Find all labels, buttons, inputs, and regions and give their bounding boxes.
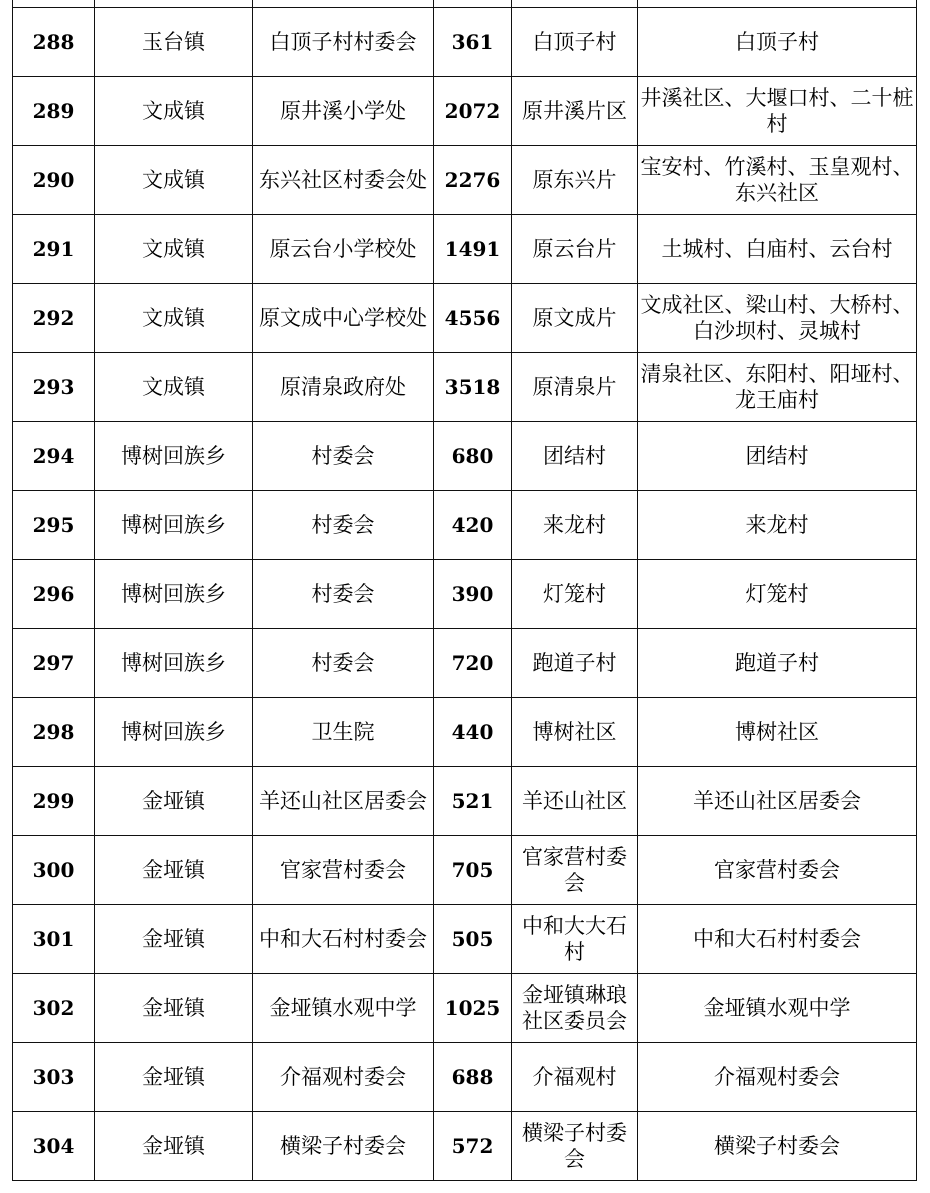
area-cell: 介福观村 xyxy=(512,1043,638,1112)
row-number-cell: 298 xyxy=(13,698,95,767)
edge-cell xyxy=(95,0,253,8)
area-cell: 原井溪片区 xyxy=(512,77,638,146)
scope-cell: 土城村、白庙村、云台村 xyxy=(638,215,917,284)
town-cell: 博树回族乡 xyxy=(95,629,253,698)
count-cell: 680 xyxy=(434,422,512,491)
town-cell: 金垭镇 xyxy=(95,1112,253,1181)
table-body xyxy=(13,0,917,1181)
table-row xyxy=(13,836,917,905)
scope-cell: 来龙村 xyxy=(638,491,917,560)
scope-cell: 灯笼村 xyxy=(638,560,917,629)
count-cell: 361 xyxy=(434,8,512,77)
location-cell: 横梁子村委会 xyxy=(253,1112,434,1181)
scope-cell: 羊还山社区居委会 xyxy=(638,767,917,836)
table-row xyxy=(13,422,917,491)
town-cell: 博树回族乡 xyxy=(95,560,253,629)
location-cell: 介福观村委会 xyxy=(253,1043,434,1112)
location-cell: 卫生院 xyxy=(253,698,434,767)
count-cell: 1025 xyxy=(434,974,512,1043)
table-row xyxy=(13,8,917,77)
count-cell: 420 xyxy=(434,491,512,560)
town-cell: 文成镇 xyxy=(95,353,253,422)
scope-cell: 横梁子村委会 xyxy=(638,1112,917,1181)
town-cell: 文成镇 xyxy=(95,146,253,215)
row-number-cell: 290 xyxy=(13,146,95,215)
table-row xyxy=(13,284,917,353)
area-cell: 官家营村委会 xyxy=(512,836,638,905)
row-number-cell: 299 xyxy=(13,767,95,836)
scope-cell: 文成社区、梁山村、大桥村、白沙坝村、灵城村 xyxy=(638,284,917,353)
town-cell: 博树回族乡 xyxy=(95,698,253,767)
location-cell: 村委会 xyxy=(253,491,434,560)
location-cell: 原云台小学校处 xyxy=(253,215,434,284)
town-cell: 金垭镇 xyxy=(95,974,253,1043)
count-cell: 705 xyxy=(434,836,512,905)
town-cell: 文成镇 xyxy=(95,77,253,146)
table-row xyxy=(13,77,917,146)
location-cell: 中和大石村村委会 xyxy=(253,905,434,974)
table-row xyxy=(13,905,917,974)
row-number-cell: 289 xyxy=(13,77,95,146)
location-cell: 原清泉政府处 xyxy=(253,353,434,422)
location-cell: 村委会 xyxy=(253,422,434,491)
scope-cell: 白顶子村 xyxy=(638,8,917,77)
location-cell: 羊还山社区居委会 xyxy=(253,767,434,836)
count-cell: 2072 xyxy=(434,77,512,146)
count-cell: 505 xyxy=(434,905,512,974)
edge-cell xyxy=(638,0,917,8)
table-row xyxy=(13,974,917,1043)
location-cell: 村委会 xyxy=(253,629,434,698)
edge-cell xyxy=(512,0,638,8)
scope-cell: 团结村 xyxy=(638,422,917,491)
count-cell: 3518 xyxy=(434,353,512,422)
area-cell: 灯笼村 xyxy=(512,560,638,629)
area-cell: 原东兴片 xyxy=(512,146,638,215)
row-number-cell: 288 xyxy=(13,8,95,77)
count-cell: 1491 xyxy=(434,215,512,284)
area-cell: 团结村 xyxy=(512,422,638,491)
location-cell: 村委会 xyxy=(253,560,434,629)
table-row xyxy=(13,698,917,767)
scope-cell: 官家营村委会 xyxy=(638,836,917,905)
row-number-cell: 296 xyxy=(13,560,95,629)
town-cell: 文成镇 xyxy=(95,284,253,353)
edge-cell xyxy=(253,0,434,8)
location-cell: 原文成中心学校处 xyxy=(253,284,434,353)
town-cell: 玉台镇 xyxy=(95,8,253,77)
area-cell: 中和大大石村 xyxy=(512,905,638,974)
scope-cell: 介福观村委会 xyxy=(638,1043,917,1112)
table-row xyxy=(13,767,917,836)
town-cell: 博树回族乡 xyxy=(95,491,253,560)
edge-cell xyxy=(13,0,95,8)
table-row xyxy=(13,560,917,629)
site-table-container xyxy=(12,0,916,1181)
area-cell: 横梁子村委会 xyxy=(512,1112,638,1181)
area-cell: 原清泉片 xyxy=(512,353,638,422)
location-cell: 官家营村委会 xyxy=(253,836,434,905)
row-number-cell: 292 xyxy=(13,284,95,353)
count-cell: 688 xyxy=(434,1043,512,1112)
table-row xyxy=(13,1112,917,1181)
row-number-cell: 297 xyxy=(13,629,95,698)
scope-cell: 清泉社区、东阳村、阳垭村、龙王庙村 xyxy=(638,353,917,422)
count-cell: 2276 xyxy=(434,146,512,215)
row-number-cell: 303 xyxy=(13,1043,95,1112)
table-row xyxy=(13,629,917,698)
town-cell: 文成镇 xyxy=(95,215,253,284)
scope-cell: 跑道子村 xyxy=(638,629,917,698)
area-cell: 博树社区 xyxy=(512,698,638,767)
scope-cell: 中和大石村村委会 xyxy=(638,905,917,974)
row-number-cell: 300 xyxy=(13,836,95,905)
scope-cell: 金垭镇水观中学 xyxy=(638,974,917,1043)
town-cell: 金垭镇 xyxy=(95,1043,253,1112)
count-cell: 4556 xyxy=(434,284,512,353)
row-number-cell: 291 xyxy=(13,215,95,284)
row-number-cell: 294 xyxy=(13,422,95,491)
row-number-cell: 302 xyxy=(13,974,95,1043)
row-number-cell: 301 xyxy=(13,905,95,974)
row-number-cell: 293 xyxy=(13,353,95,422)
location-cell: 金垭镇水观中学 xyxy=(253,974,434,1043)
town-cell: 金垭镇 xyxy=(95,905,253,974)
table-row xyxy=(13,215,917,284)
area-cell: 跑道子村 xyxy=(512,629,638,698)
count-cell: 390 xyxy=(434,560,512,629)
vaccination-site-table xyxy=(12,0,917,1181)
town-cell: 金垭镇 xyxy=(95,836,253,905)
count-cell: 572 xyxy=(434,1112,512,1181)
scope-cell: 宝安村、竹溪村、玉皇观村、东兴社区 xyxy=(638,146,917,215)
scope-cell: 井溪社区、大堰口村、二十桩村 xyxy=(638,77,917,146)
town-cell: 金垭镇 xyxy=(95,767,253,836)
area-cell: 来龙村 xyxy=(512,491,638,560)
row-number-cell: 295 xyxy=(13,491,95,560)
area-cell: 羊还山社区 xyxy=(512,767,638,836)
edge-cell xyxy=(434,0,512,8)
location-cell: 白顶子村村委会 xyxy=(253,8,434,77)
row-number-cell: 304 xyxy=(13,1112,95,1181)
table-row xyxy=(13,353,917,422)
table-top-edge-row xyxy=(13,0,917,8)
location-cell: 东兴社区村委会处 xyxy=(253,146,434,215)
table-row xyxy=(13,491,917,560)
count-cell: 440 xyxy=(434,698,512,767)
area-cell: 白顶子村 xyxy=(512,8,638,77)
area-cell: 原文成片 xyxy=(512,284,638,353)
count-cell: 521 xyxy=(434,767,512,836)
scope-cell: 博树社区 xyxy=(638,698,917,767)
count-cell: 720 xyxy=(434,629,512,698)
location-cell: 原井溪小学处 xyxy=(253,77,434,146)
table-row xyxy=(13,1043,917,1112)
table-row xyxy=(13,146,917,215)
town-cell: 博树回族乡 xyxy=(95,422,253,491)
area-cell: 原云台片 xyxy=(512,215,638,284)
area-cell: 金垭镇琳琅社区委员会 xyxy=(512,974,638,1043)
